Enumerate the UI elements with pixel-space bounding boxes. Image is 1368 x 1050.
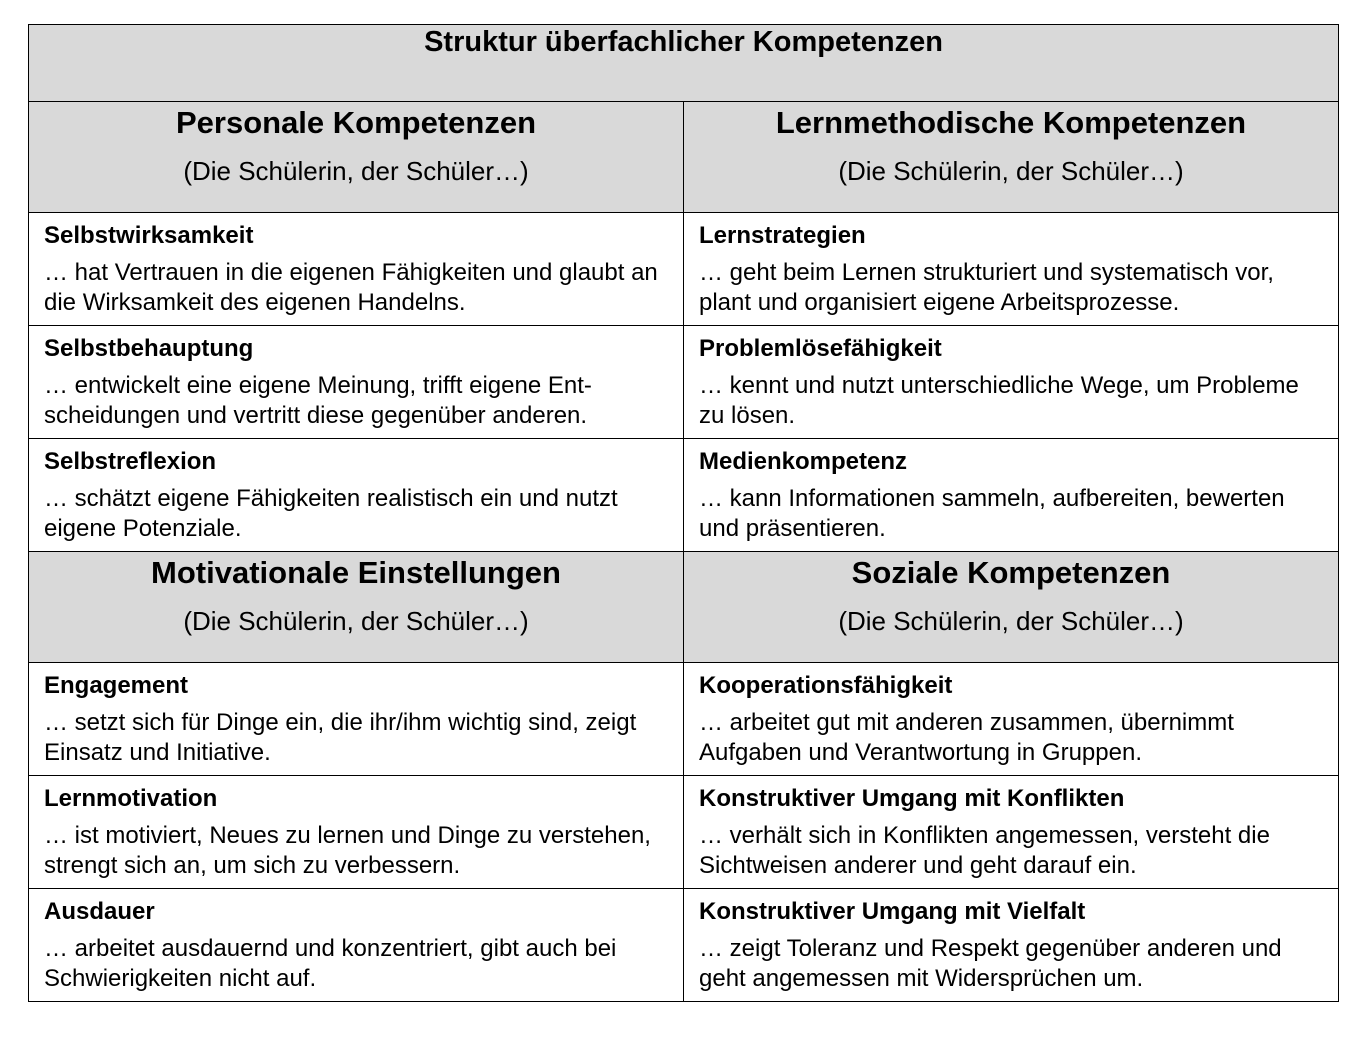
table-title: Struktur überfachlicher Kompetenzen [29, 25, 1339, 102]
competence-description: … kann Informationen sammeln, aufbereiten, bewerten und präsentieren. [699, 485, 1285, 542]
competence-cell-umgang-vielfalt [684, 889, 1339, 1002]
competence-description: … zeigt Toleranz und Respekt gegenüber anderen und geht angemessen mit Widersprüchen um. [699, 935, 1282, 992]
competence-cell-lernstrategien [684, 213, 1339, 326]
competence-title: Engagement [44, 672, 189, 699]
section-header-soziale [684, 552, 1339, 663]
section-subtitle: (Die Schülerin, der Schüler…) [838, 156, 1184, 186]
competence-title: Kooperationsfähigkeit [699, 672, 953, 699]
competence-title: Selbstreflexion [44, 448, 217, 475]
competence-title: Medienkompetenz [699, 448, 908, 475]
competence-cell-umgang-konflikte [684, 776, 1339, 889]
competence-table [28, 24, 1339, 1002]
section-subtitle: (Die Schülerin, der Schüler…) [183, 606, 529, 636]
competence-description: … entwickelt eine eigene Meinung, trifft eigene Entscheidungen und vertritt diese gegenüber anderen. [44, 372, 592, 429]
competence-title: Konstruktiver Umgang mit Konflikten [699, 785, 1125, 812]
section-header-motivationale [29, 552, 684, 663]
competence-description: … kennt und nutzt unterschiedliche Wege, um Probleme zu lösen. [699, 372, 1299, 429]
competence-description: … ist motiviert, Neues zu lernen und Dinge zu verstehen, strengt sich an, um sich zu verbessern. [44, 822, 651, 879]
section-title: Lernmethodische Kompetenzen [775, 105, 1247, 140]
competence-title: Problemlösefähigkeit [699, 335, 942, 362]
competence-cell-problemloesefaehigkeit [684, 326, 1339, 439]
competence-cell-selbstwirksamkeit [29, 213, 684, 326]
competence-cell-ausdauer [29, 889, 684, 1002]
section-title: Motivationale Einstellungen [151, 555, 561, 590]
competence-description: … verhält sich in Konflikten angemessen, versteht die Sichtweisen anderer und geht darauf ein. [699, 822, 1270, 879]
competence-title: Lernstrategien [699, 222, 866, 249]
competence-cell-engagement [29, 663, 684, 776]
section-title: Personale Kompetenzen [175, 105, 537, 140]
competence-title: Ausdauer [44, 898, 155, 925]
competence-cell-selbstbehauptung [29, 326, 684, 439]
competence-description: … schätzt eigene Fähigkeiten realistisch ein und nutzt eigene Potenziale. [44, 485, 618, 542]
competence-cell-lernmotivation [29, 776, 684, 889]
competence-description: … arbeitet ausdauernd und konzentriert, gibt auch bei Schwierigkeiten nicht auf. [44, 935, 617, 992]
competence-description: … setzt sich für Dinge ein, die ihr/ihm wichtig sind, zeigt Einsatz und Initiative. [44, 709, 637, 766]
section-header-personale [29, 102, 684, 213]
section-subtitle: (Die Schülerin, der Schüler…) [183, 156, 529, 186]
section-header-lernmethodische [684, 102, 1339, 213]
competence-title: Selbstwirksamkeit [44, 222, 254, 249]
competence-title: Lernmotivation [44, 785, 218, 812]
section-subtitle: (Die Schülerin, der Schüler…) [838, 606, 1184, 636]
competence-cell-kooperationsfaehigkeit [684, 663, 1339, 776]
competence-title: Selbstbehauptung [44, 335, 254, 362]
competence-cell-medienkompetenz [684, 439, 1339, 552]
competence-title: Konstruktiver Umgang mit Vielfalt [699, 898, 1086, 925]
section-title: Soziale Kompetenzen [851, 555, 1171, 590]
competence-description: … geht beim Lernen strukturiert und systematisch vor, plant und organisiert eigene Arbeitsprozesse. [699, 259, 1274, 316]
competence-cell-selbstreflexion [29, 439, 684, 552]
competence-description: … hat Vertrauen in die eigenen Fähigkeiten und glaubt an die Wirksamkeit des eigenen Handelns. [44, 259, 658, 316]
competence-description: … arbeitet gut mit anderen zusammen, übernimmt Aufgaben und Verantwortung in Gruppen. [699, 709, 1234, 766]
